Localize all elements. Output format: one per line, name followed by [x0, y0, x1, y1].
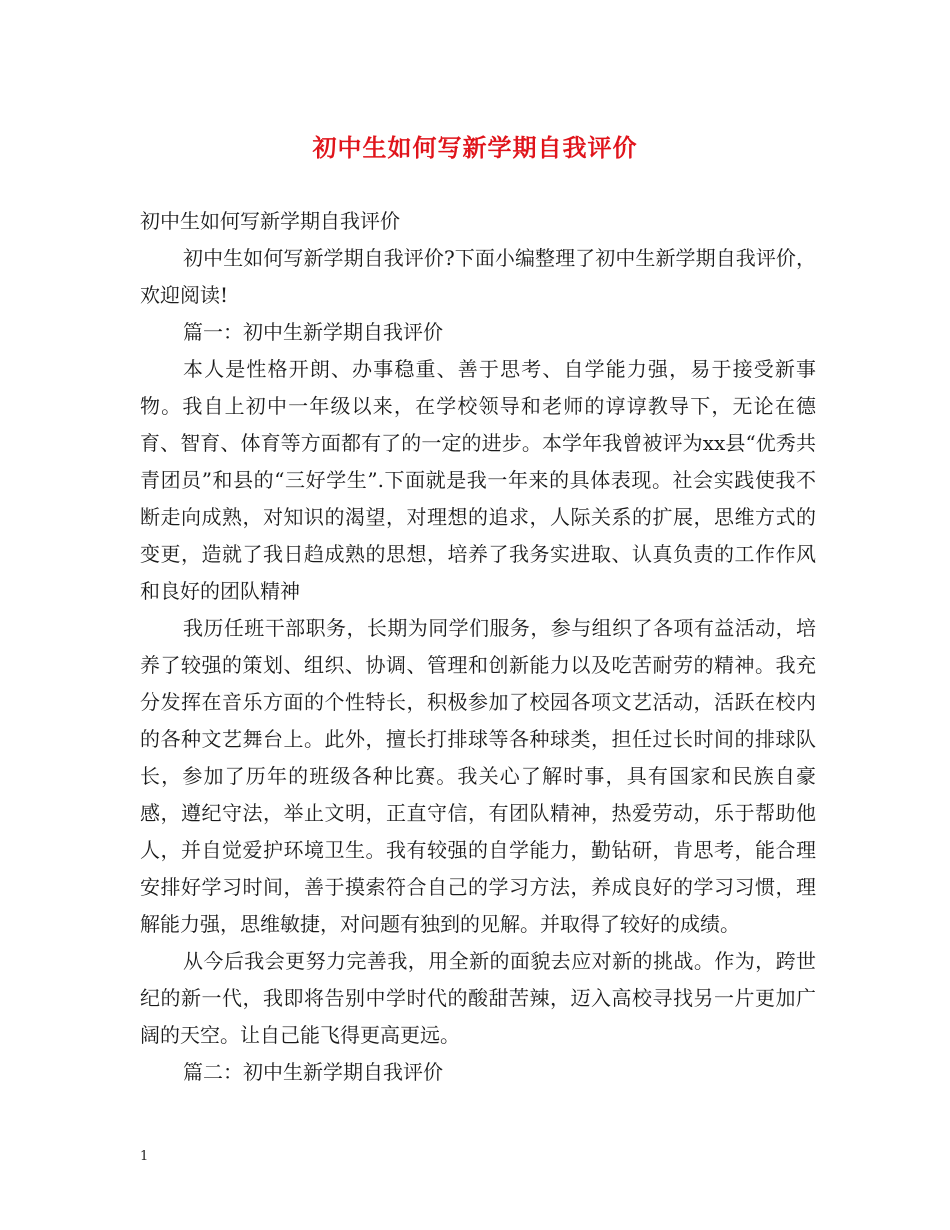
- paragraph-intro: 初中生如何写新学期自我评价?下面小编整理了初中生新学期自我评价，欢迎阅读!: [140, 246, 816, 307]
- section-heading-2: 篇二：初中生新学期自我评价: [183, 1060, 443, 1084]
- document-body: [140, 203, 816, 1091]
- paragraph-heading: 初中生如何写新学期自我评价: [140, 209, 400, 233]
- section-heading-1: 篇一：初中生新学期自我评价: [183, 320, 443, 344]
- paragraph-3: 从今后我会更努力完善我，用全新的面貌去应对新的挑战。作为，跨世纪的新一代，我即将告别中学时代的酸甜苦辣，迈入高校寻找另一片更加广阔的天空。让自己能飞得更高更远。: [140, 949, 816, 1047]
- page-number: 1: [140, 1149, 149, 1164]
- paragraph-2: 我历任班干部职务，长期为同学们服务，参与组织了各项有益活动，培养了较强的策划、组织、协调、管理和创新能力以及吃苦耐劳的精神。我充分发挥在音乐方面的个性特长，积极参加了校园各项文艺活动，活跃在校内的各种文艺舞台上。此外，擅长打排球等各种球类，担任过长时间的排球队长，参加了历年的班级各种比赛。我关心了解时事，具有国家和民族自豪感，遵纪守法，举止文明，正直守信，有团队精神，热爱劳动，乐于帮助他人，并自觉爱护环境卫生。我有较强的自学能力，勤钻研，肯思考，能合理安排好学习时间，善于摸索符合自己的学习方法，养成良好的学习习惯，理解能力强，思维敏捷，对问题有独到的见解。并取得了较好的成绩。: [140, 616, 816, 936]
- paragraph-1: 本人是性格开朗、办事稳重、善于思考、自学能力强，易于接受新事物。我自上初中一年级以来，在学校领导和老师的谆谆教导下，无论在德育、智育、体育等方面都有了的一定的进步。本学年我曾被评为xx县“优秀共青团员”和县的“三好学生”.下面就是我一年来的具体表现。社会实践使我不断走向成熟，对知识的渴望，对理想的追求，人际关系的扩展，思维方式的变更，造就了我日趋成熟的思想，培养了我务实进取、认真负责的工作作风和良好的团队精神: [140, 357, 816, 603]
- document-title: 初中生如何写新学期自我评价: [312, 133, 638, 162]
